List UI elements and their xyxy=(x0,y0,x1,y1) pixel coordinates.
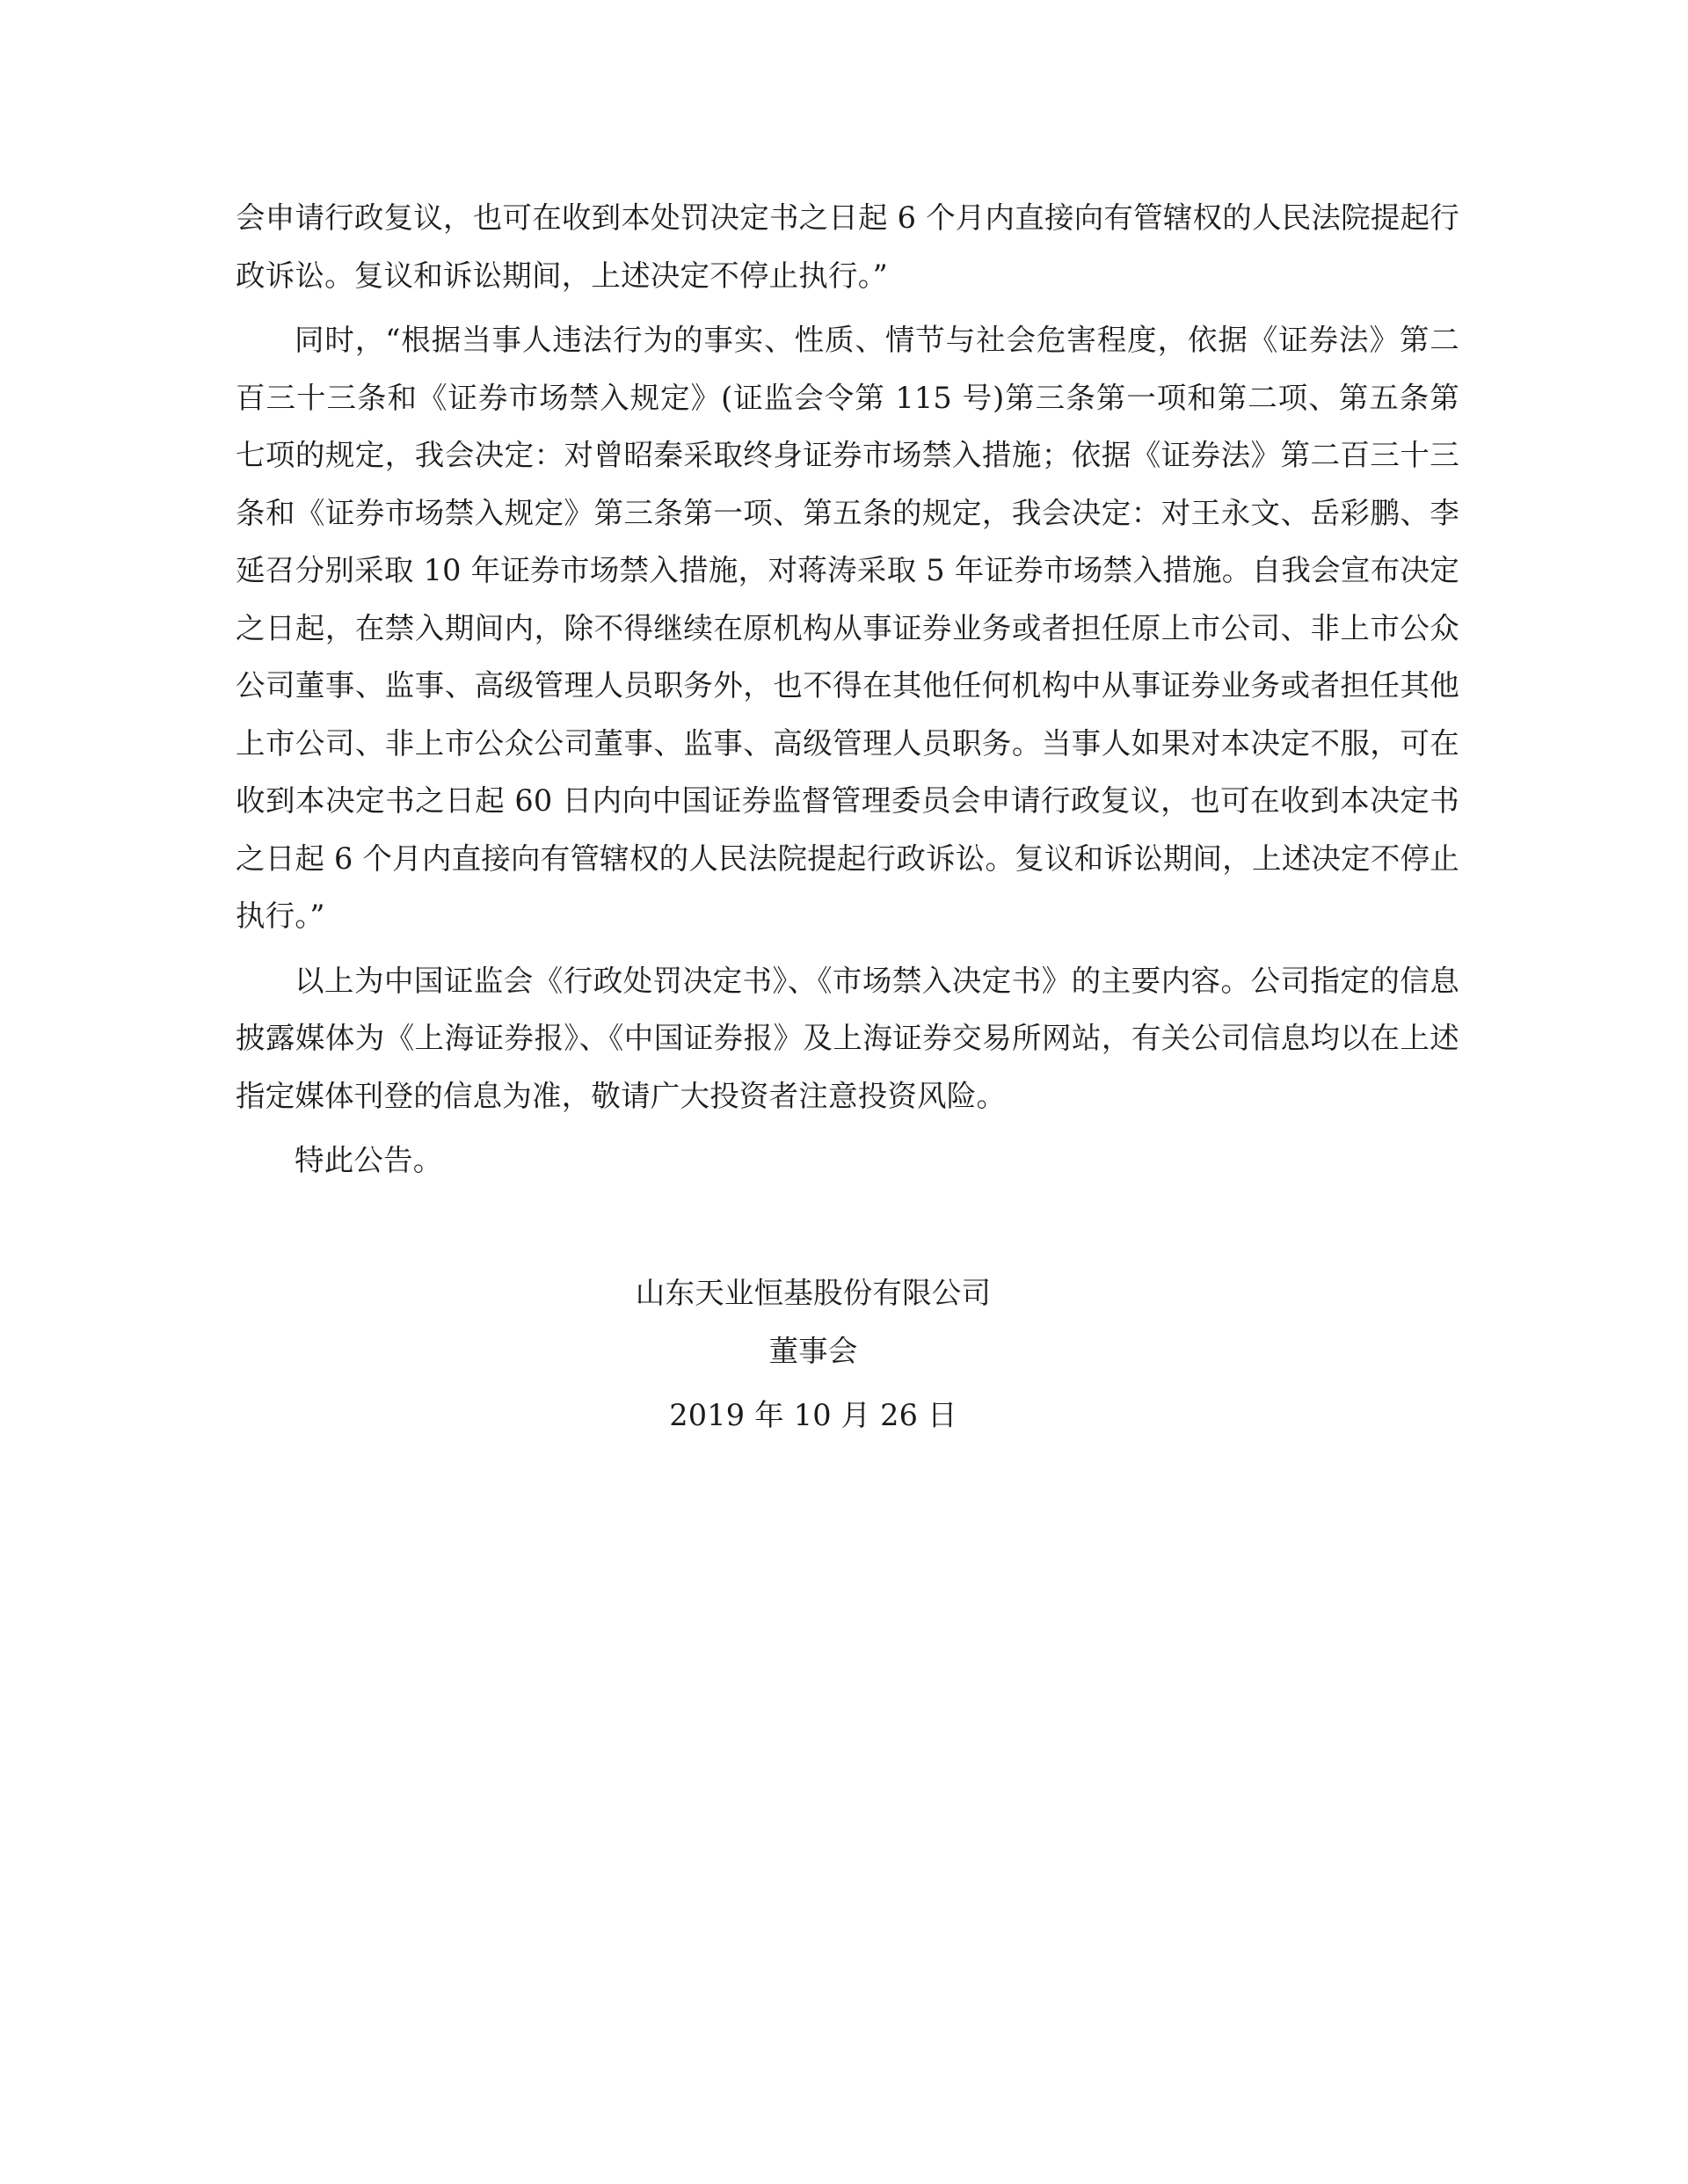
signature-date: 2019 年 10 月 26 日 xyxy=(669,1398,957,1432)
signature-block xyxy=(236,1264,1459,1445)
paragraph-continued-appeal: 会申请行政复议，也可在收到本处罚决定书之日起 6 个月内直接向有管辖权的人民法院提起行政诉讼。复议和诉讼期间，上述决定不停止执行。” xyxy=(236,200,1459,293)
signature-board: 董事会 xyxy=(768,1333,858,1368)
document-body xyxy=(236,189,1459,1190)
paragraph-notice-end: 特此公告。 xyxy=(295,1143,443,1177)
paragraph-disclosure-media: 以上为中国证监会《行政处罚决定书》、《市场禁入决定书》的主要内容。公司指定的信息披露媒体为《上海证券报》、《中国证券报》及上海证券交易所网站，有关公司信息均以在上述指定媒体刊登的信息为准，敬请广大投资者注意投资风险。 xyxy=(236,963,1459,1113)
paragraph-market-ban-decision: 同时，“根据当事人违法行为的事实、性质、情节与社会危害程度，依据《证券法》第二百三十三条和《证券市场禁入规定》(证监会令第 115 号)第三条第一项和第二项、第五条第七项的规定，我会决定：对曾昭秦采取终身证券市场禁入措施；依据《证券法》第二百三十三条和《证券市场禁入规定》第三条第一项、第五条的规定，我会决定：对王永文、岳彩鹏、李延召分别采取 10 年证券市场禁入措施，对蒋涛采取 5 年证券市场禁入措施。自我会宣布决定之日起，在禁入期间内，除不得继续在原机构从事证券业务或者担任原上市公司、非上市公众公司董事、监事、高级管理人员职务外，也不得在其他任何机构中从事证券业务或者担任其他上市公司、非上市公众公司董事、监事、高级管理人员职务。当事人如果对本决定不服，可在收到本决定书之日起 60 日内向中国证券监督管理委员会申请行政复议，也可在收到本决定书之日起 6 个月内直接向有管辖权的人民法院提起行政诉讼。复议和诉讼期间，上述决定不停止执行。” xyxy=(236,323,1459,933)
signature-company-name: 山东天业恒基股份有限公司 xyxy=(635,1276,992,1310)
